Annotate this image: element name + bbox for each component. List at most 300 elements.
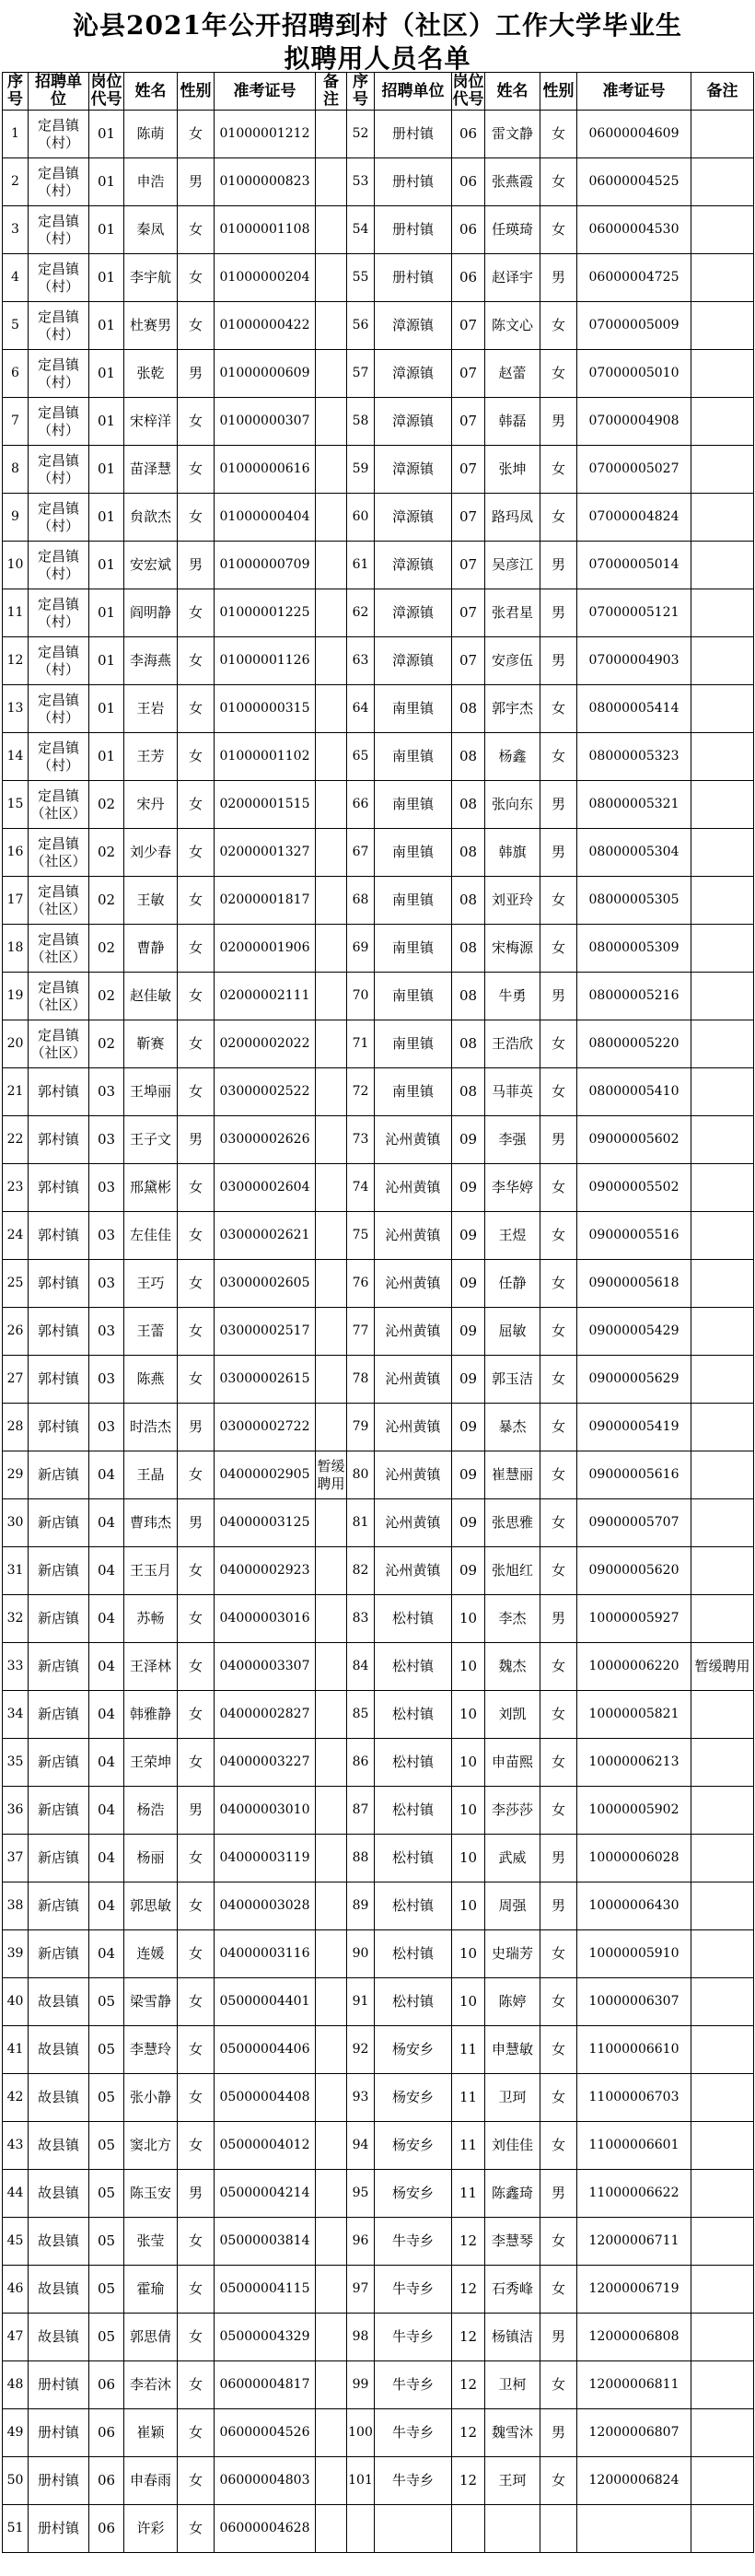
cell-name: 申苗熙 (485, 1739, 540, 1787)
cell-name: 张莹 (124, 2218, 178, 2266)
cell-recruiting-unit: 册村镇 (29, 2457, 89, 2505)
cell-remark (316, 1260, 347, 1308)
cell-name: 王敏 (124, 877, 178, 925)
cell-exam-number: 10000006028 (577, 1835, 691, 1882)
cell-position-code: 09 (452, 1547, 485, 1595)
cell-recruiting-unit: 郭村镇 (29, 1164, 89, 1212)
cell-name: 李宇航 (124, 254, 178, 302)
cell-exam-number: 05000004214 (215, 2170, 316, 2218)
column-header: 序号 (347, 73, 375, 111)
table-row (3, 637, 754, 685)
cell-position-code: 05 (89, 2314, 124, 2361)
cell-serial-number: 95 (347, 2170, 375, 2218)
cell-name: 史瑞芳 (485, 1930, 540, 1978)
cell-position-code: 03 (89, 1404, 124, 1451)
cell-gender: 女 (540, 1787, 577, 1835)
cell-recruiting-unit: 定昌镇（社区） (29, 1020, 89, 1068)
cell-position-code: 10 (452, 1787, 485, 1835)
cell-gender: 男 (540, 973, 577, 1020)
cell-remark (691, 733, 754, 781)
cell-recruiting-unit: 沁州黄镇 (375, 1212, 452, 1260)
cell-exam-number: 09000005419 (577, 1404, 691, 1451)
cell-recruiting-unit: 册村镇 (375, 254, 452, 302)
cell-serial-number: 60 (347, 494, 375, 542)
cell-remark (316, 2409, 347, 2457)
cell-name: 任静 (485, 1260, 540, 1308)
cell-recruiting-unit: 册村镇 (29, 2409, 89, 2457)
cell-name: 赵译宇 (485, 254, 540, 302)
cell-gender: 女 (540, 1260, 577, 1308)
cell-serial-number: 18 (3, 925, 29, 973)
cell-remark (316, 2266, 347, 2314)
cell-serial-number: 57 (347, 350, 375, 398)
cell-recruiting-unit: 定昌镇（村） (29, 589, 89, 637)
cell-exam-number: 09000005602 (577, 1116, 691, 1164)
cell-serial-number: 76 (347, 1260, 375, 1308)
cell-gender: 男 (178, 1116, 215, 1164)
cell-remark (316, 1068, 347, 1116)
cell-recruiting-unit: 定昌镇（村） (29, 685, 89, 733)
cell-gender: 女 (178, 877, 215, 925)
cell-gender: 男 (540, 2170, 577, 2218)
cell-position-code: 10 (452, 1691, 485, 1739)
cell-serial-number: 85 (347, 1691, 375, 1739)
cell-gender: 男 (540, 542, 577, 589)
cell-recruiting-unit: 南里镇 (375, 925, 452, 973)
cell-name: 张坤 (485, 446, 540, 494)
cell-recruiting-unit: 郭村镇 (29, 1116, 89, 1164)
cell-remark (691, 2266, 754, 2314)
cell-exam-number: 11000006610 (577, 2026, 691, 2074)
cell-serial-number: 45 (3, 2218, 29, 2266)
cell-position-code: 05 (89, 1978, 124, 2026)
cell-exam-number: 01000000422 (215, 302, 316, 350)
cell-gender: 女 (178, 1260, 215, 1308)
cell-position-code: 06 (452, 206, 485, 254)
cell-position-code: 08 (452, 925, 485, 973)
table-row (3, 1787, 754, 1835)
cell-gender: 男 (540, 781, 577, 829)
cell-name: 郭宇杰 (485, 685, 540, 733)
cell-gender: 女 (540, 1404, 577, 1451)
cell-position-code: 01 (89, 733, 124, 781)
cell-recruiting-unit: 定昌镇（村） (29, 158, 89, 206)
cell-position-code: 04 (89, 1882, 124, 1930)
cell-position-code: 01 (89, 302, 124, 350)
cell-name: 雷文静 (485, 111, 540, 158)
cell-recruiting-unit: 定昌镇（社区） (29, 877, 89, 925)
cell-serial-number: 67 (347, 829, 375, 877)
cell-gender: 女 (178, 1547, 215, 1595)
cell-gender: 女 (178, 685, 215, 733)
cell-name: 李若沐 (124, 2361, 178, 2409)
cell-position-code: 09 (452, 1308, 485, 1356)
cell-remark (691, 685, 754, 733)
cell-position-code: 04 (89, 1547, 124, 1595)
table-row (3, 2122, 754, 2170)
cell-serial-number: 28 (3, 1404, 29, 1451)
cell-exam-number: 09000005707 (577, 1499, 691, 1547)
cell-gender: 女 (540, 1691, 577, 1739)
cell-remark (316, 158, 347, 206)
cell-gender: 男 (540, 1595, 577, 1643)
cell-recruiting-unit: 册村镇 (375, 206, 452, 254)
cell-exam-number: 02000002111 (215, 973, 316, 1020)
cell-name: 刘亚玲 (485, 877, 540, 925)
cell-remark (316, 398, 347, 446)
cell-serial-number: 6 (3, 350, 29, 398)
cell-position-code: 04 (89, 1739, 124, 1787)
cell-gender: 女 (540, 111, 577, 158)
cell-recruiting-unit: 沁州黄镇 (375, 1451, 452, 1499)
cell-position-code: 06 (89, 2505, 124, 2553)
cell-position-code: 05 (89, 2266, 124, 2314)
cell-name: 陈玉安 (124, 2170, 178, 2218)
cell-serial-number: 21 (3, 1068, 29, 1116)
cell-recruiting-unit: 漳源镇 (375, 350, 452, 398)
cell-gender: 女 (540, 877, 577, 925)
cell-exam-number: 04000003227 (215, 1739, 316, 1787)
cell-exam-number: 04000003125 (215, 1499, 316, 1547)
cell-position-code: 12 (452, 2218, 485, 2266)
cell-recruiting-unit: 定昌镇（村） (29, 542, 89, 589)
cell-exam-number: 02000001515 (215, 781, 316, 829)
cell-remark (316, 1116, 347, 1164)
cell-serial-number: 53 (347, 158, 375, 206)
cell-recruiting-unit: 牛寺乡 (375, 2218, 452, 2266)
cell-serial-number: 91 (347, 1978, 375, 2026)
cell-remark (691, 1116, 754, 1164)
cell-exam-number: 01000000315 (215, 685, 316, 733)
cell-position-code: 05 (89, 2170, 124, 2218)
cell-serial-number: 8 (3, 446, 29, 494)
table-row (3, 2266, 754, 2314)
cell-serial-number: 54 (347, 206, 375, 254)
cell-serial-number: 47 (3, 2314, 29, 2361)
cell-position-code: 07 (452, 542, 485, 589)
cell-recruiting-unit: 沁州黄镇 (375, 1404, 452, 1451)
cell-name: 梁雪静 (124, 1978, 178, 2026)
cell-gender: 女 (178, 2218, 215, 2266)
cell-exam-number: 07000005010 (577, 350, 691, 398)
cell-position-code: 08 (452, 733, 485, 781)
cell-gender: 女 (540, 1068, 577, 1116)
cell-serial-number: 16 (3, 829, 29, 877)
cell-remark (691, 1356, 754, 1404)
cell-gender: 女 (540, 1308, 577, 1356)
cell-exam-number: 06000004628 (215, 2505, 316, 2553)
cell-gender: 女 (178, 1739, 215, 1787)
cell-exam-number: 01000000823 (215, 158, 316, 206)
cell-exam-number: 11000006601 (577, 2122, 691, 2170)
cell-remark (316, 1882, 347, 1930)
cell-exam-number: 01000000307 (215, 398, 316, 446)
document-title: 沁县2021年公开招聘到村（社区）工作大学毕业生 (73, 10, 682, 41)
cell-recruiting-unit: 定昌镇（社区） (29, 829, 89, 877)
cell-recruiting-unit: 南里镇 (375, 829, 452, 877)
cell-recruiting-unit: 故县镇 (29, 2170, 89, 2218)
cell-remark (316, 1547, 347, 1595)
cell-gender: 女 (178, 637, 215, 685)
cell-remark (316, 781, 347, 829)
cell-name: 路玛凤 (485, 494, 540, 542)
cell-exam-number: 09000005618 (577, 1260, 691, 1308)
cell-exam-number: 04000003119 (215, 1835, 316, 1882)
cell-gender: 男 (178, 1787, 215, 1835)
cell-serial-number: 1 (3, 111, 29, 158)
cell-recruiting-unit: 漳源镇 (375, 542, 452, 589)
cell-recruiting-unit: 南里镇 (375, 685, 452, 733)
cell-serial-number: 42 (3, 2074, 29, 2122)
cell-exam-number: 04000002827 (215, 1691, 316, 1739)
cell-exam-number: 07000004824 (577, 494, 691, 542)
cell-exam-number: 10000005910 (577, 1930, 691, 1978)
cell-gender: 女 (178, 2457, 215, 2505)
cell-serial-number: 87 (347, 1787, 375, 1835)
cell-position-code: 02 (89, 1020, 124, 1068)
cell-position-code: 10 (452, 1643, 485, 1691)
cell-position-code: 10 (452, 1835, 485, 1882)
cell-name: 陈鑫琦 (485, 2170, 540, 2218)
cell-gender: 男 (178, 2170, 215, 2218)
cell-gender: 女 (540, 2122, 577, 2170)
cell-gender: 男 (540, 829, 577, 877)
cell-gender: 男 (540, 2409, 577, 2457)
cell-name: 陈文心 (485, 302, 540, 350)
cell-name: 崔颖 (124, 2409, 178, 2457)
cell-name: 曹静 (124, 925, 178, 973)
cell-gender: 女 (540, 1643, 577, 1691)
table-row (3, 1978, 754, 2026)
column-header: 准考证号 (215, 73, 316, 111)
cell-remark (316, 589, 347, 637)
cell-name: 霍瑜 (124, 2266, 178, 2314)
cell-name: 郭思敏 (124, 1882, 178, 1930)
column-header: 备注 (691, 73, 754, 111)
cell-position-code: 08 (452, 1020, 485, 1068)
cell-gender: 女 (540, 494, 577, 542)
cell-exam-number: 12000006711 (577, 2218, 691, 2266)
cell-gender: 女 (178, 829, 215, 877)
cell-position-code: 01 (89, 589, 124, 637)
cell-exam-number: 10000006430 (577, 1882, 691, 1930)
column-header: 序号 (3, 73, 29, 111)
cell-recruiting-unit: 定昌镇（村） (29, 494, 89, 542)
cell-recruiting-unit: 南里镇 (375, 877, 452, 925)
cell-serial-number: 38 (3, 1882, 29, 1930)
cell-exam-number: 08000005323 (577, 733, 691, 781)
cell-serial-number: 27 (3, 1356, 29, 1404)
cell-gender: 女 (540, 2074, 577, 2122)
cell-remark (691, 2409, 754, 2457)
cell-position-code: 11 (452, 2026, 485, 2074)
cell-position-code: 04 (89, 1643, 124, 1691)
cell-recruiting-unit: 沁州黄镇 (375, 1164, 452, 1212)
document-subtitle: 拟聘用人员名单 (284, 43, 471, 74)
cell-position-code: 01 (89, 637, 124, 685)
table-row (3, 350, 754, 398)
cell-remark (316, 2122, 347, 2170)
cell-gender: 女 (178, 2505, 215, 2553)
cell-recruiting-unit: 册村镇 (375, 111, 452, 158)
cell-name: 张旭红 (485, 1547, 540, 1595)
cell-gender: 女 (540, 158, 577, 206)
cell-serial-number: 46 (3, 2266, 29, 2314)
cell-exam-number: 08000005321 (577, 781, 691, 829)
cell-remark (316, 1308, 347, 1356)
cell-position-code: 07 (452, 637, 485, 685)
cell-gender: 女 (178, 781, 215, 829)
cell-serial-number: 3 (3, 206, 29, 254)
cell-recruiting-unit (375, 2505, 452, 2553)
cell-recruiting-unit: 郭村镇 (29, 1260, 89, 1308)
cell-position-code: 12 (452, 2409, 485, 2457)
cell-remark (316, 2505, 347, 2553)
cell-serial-number: 55 (347, 254, 375, 302)
cell-name: 苏畅 (124, 1595, 178, 1643)
cell-position-code: 07 (452, 302, 485, 350)
cell-recruiting-unit: 册村镇 (29, 2505, 89, 2553)
cell-remark (691, 254, 754, 302)
cell-name: 李莎莎 (485, 1787, 540, 1835)
cell-serial-number: 26 (3, 1308, 29, 1356)
cell-exam-number: 05000004408 (215, 2074, 316, 2122)
cell-name: 王子文 (124, 1116, 178, 1164)
cell-position-code: 05 (89, 2122, 124, 2170)
cell-remark (316, 1691, 347, 1739)
cell-exam-number: 03000002626 (215, 1116, 316, 1164)
cell-serial-number: 10 (3, 542, 29, 589)
cell-exam-number: 10000005821 (577, 1691, 691, 1739)
cell-remark (691, 589, 754, 637)
cell-recruiting-unit: 沁州黄镇 (375, 1499, 452, 1547)
cell-position-code: 02 (89, 925, 124, 973)
cell-recruiting-unit: 新店镇 (29, 1691, 89, 1739)
cell-exam-number: 07000004908 (577, 398, 691, 446)
cell-remark (691, 206, 754, 254)
table-row (3, 2361, 754, 2409)
cell-recruiting-unit: 南里镇 (375, 973, 452, 1020)
cell-remark (316, 350, 347, 398)
cell-recruiting-unit: 故县镇 (29, 2026, 89, 2074)
cell-recruiting-unit: 郭村镇 (29, 1308, 89, 1356)
cell-exam-number: 09000005429 (577, 1308, 691, 1356)
cell-position-code: 01 (89, 398, 124, 446)
cell-position-code: 09 (452, 1164, 485, 1212)
cell-exam-number: 11000006622 (577, 2170, 691, 2218)
cell-gender: 女 (540, 1356, 577, 1404)
cell-position-code: 02 (89, 829, 124, 877)
table-row (3, 2026, 754, 2074)
cell-gender: 女 (178, 2314, 215, 2361)
cell-gender: 女 (178, 1308, 215, 1356)
cell-name: 王晶 (124, 1451, 178, 1499)
cell-serial-number: 7 (3, 398, 29, 446)
cell-recruiting-unit: 牛寺乡 (375, 2314, 452, 2361)
cell-recruiting-unit: 故县镇 (29, 2074, 89, 2122)
table-row (3, 1547, 754, 1595)
cell-remark (316, 2026, 347, 2074)
cell-position-code: 09 (452, 1451, 485, 1499)
cell-name: 王荣坤 (124, 1739, 178, 1787)
cell-serial-number: 69 (347, 925, 375, 973)
cell-position-code: 06 (452, 158, 485, 206)
cell-name: 李杰 (485, 1595, 540, 1643)
cell-position-code: 07 (452, 494, 485, 542)
cell-serial-number (347, 2505, 375, 2553)
cell-recruiting-unit: 松村镇 (375, 1595, 452, 1643)
cell-remark (316, 254, 347, 302)
cell-name: 李华婷 (485, 1164, 540, 1212)
table-row (3, 1212, 754, 1260)
cell-position-code: 08 (452, 685, 485, 733)
table-row (3, 973, 754, 1020)
cell-position-code: 04 (89, 1499, 124, 1547)
cell-name: 崔慧丽 (485, 1451, 540, 1499)
cell-position-code: 03 (89, 1356, 124, 1404)
cell-position-code (452, 2505, 485, 2553)
cell-gender: 女 (540, 1978, 577, 2026)
cell-remark (316, 973, 347, 1020)
table-header-row (3, 73, 754, 111)
table-row (3, 733, 754, 781)
table-row (3, 2409, 754, 2457)
cell-remark (691, 1739, 754, 1787)
cell-exam-number: 06000004609 (577, 111, 691, 158)
cell-name: 刘佳佳 (485, 2122, 540, 2170)
cell-serial-number: 2 (3, 158, 29, 206)
table-row (3, 111, 754, 158)
cell-position-code: 02 (89, 781, 124, 829)
cell-gender: 女 (540, 446, 577, 494)
cell-exam-number: 07000004903 (577, 637, 691, 685)
cell-recruiting-unit: 松村镇 (375, 1739, 452, 1787)
cell-recruiting-unit: 南里镇 (375, 781, 452, 829)
cell-remark: 暂缓聘用 (691, 1643, 754, 1691)
cell-recruiting-unit: 新店镇 (29, 1787, 89, 1835)
cell-position-code: 01 (89, 254, 124, 302)
cell-gender: 女 (178, 973, 215, 1020)
cell-name: 吴彦江 (485, 542, 540, 589)
cell-recruiting-unit: 沁州黄镇 (375, 1308, 452, 1356)
cell-position-code: 07 (452, 589, 485, 637)
cell-exam-number: 09000005620 (577, 1547, 691, 1595)
cell-name: 郭思倩 (124, 2314, 178, 2361)
table-row (3, 1882, 754, 1930)
cell-remark (316, 733, 347, 781)
cell-name: 暴杰 (485, 1404, 540, 1451)
cell-serial-number: 96 (347, 2218, 375, 2266)
cell-position-code: 03 (89, 1068, 124, 1116)
cell-exam-number: 08000005414 (577, 685, 691, 733)
cell-recruiting-unit: 定昌镇（村） (29, 111, 89, 158)
cell-gender: 女 (540, 350, 577, 398)
cell-serial-number: 90 (347, 1930, 375, 1978)
cell-remark (691, 1451, 754, 1499)
cell-remark (691, 2457, 754, 2505)
table-row (3, 1499, 754, 1547)
cell-exam-number: 05000004406 (215, 2026, 316, 2074)
cell-serial-number: 61 (347, 542, 375, 589)
cell-exam-number: 01000000616 (215, 446, 316, 494)
cell-gender: 男 (178, 158, 215, 206)
cell-gender: 女 (178, 1691, 215, 1739)
cell-remark (316, 1212, 347, 1260)
cell-remark (316, 925, 347, 973)
cell-serial-number: 98 (347, 2314, 375, 2361)
cell-remark (691, 158, 754, 206)
cell-remark (316, 1930, 347, 1978)
